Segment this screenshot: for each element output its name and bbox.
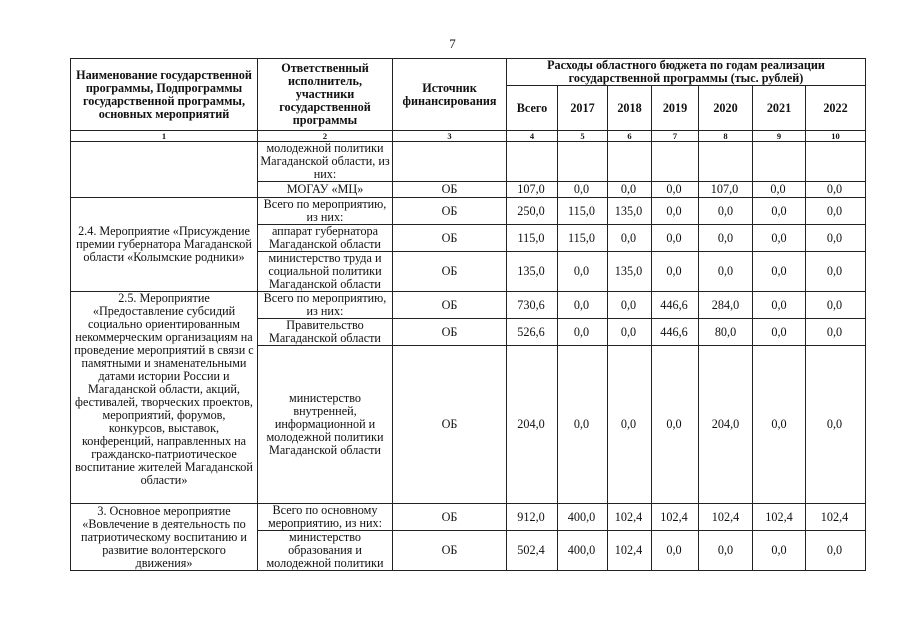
value-cell: 0,0: [558, 182, 608, 198]
value-cell: 0,0: [608, 182, 652, 198]
source-cell: [393, 142, 507, 182]
value-total: 730,6: [507, 292, 558, 319]
value-total: 912,0: [507, 504, 558, 531]
header-total: Всего: [507, 86, 558, 131]
value-cell: [608, 142, 652, 182]
header-year: 2021: [753, 86, 806, 131]
value-cell: 0,0: [753, 198, 806, 225]
value-cell: 0,0: [806, 319, 866, 346]
value-cell: 204,0: [699, 346, 753, 504]
value-cell: 102,4: [806, 504, 866, 531]
value-cell: 0,0: [753, 319, 806, 346]
table-row: [71, 292, 866, 319]
value-total: 115,0: [507, 225, 558, 252]
column-number: 3: [393, 131, 507, 142]
value-cell: 0,0: [608, 319, 652, 346]
header-row: [71, 59, 866, 86]
value-cell: 446,6: [652, 319, 699, 346]
header-executor: Ответственный исполнитель, участники государственной программы: [258, 59, 393, 131]
column-number: 9: [753, 131, 806, 142]
source-cell: ОБ: [393, 182, 507, 198]
header-year: 2019: [652, 86, 699, 131]
value-cell: 80,0: [699, 319, 753, 346]
column-number: 2: [258, 131, 393, 142]
value-total: 250,0: [507, 198, 558, 225]
value-cell: 0,0: [608, 225, 652, 252]
executor-cell: министерство труда и социальной политики Магаданской области: [258, 252, 393, 292]
header-source: Источник финансирования: [393, 59, 507, 131]
value-cell: 102,4: [608, 504, 652, 531]
header-year: 2022: [806, 86, 866, 131]
value-cell: [806, 142, 866, 182]
page-number: 7: [449, 36, 456, 51]
executor-cell: Правительство Магаданской области: [258, 319, 393, 346]
column-number: 1: [71, 131, 258, 142]
value-cell: [507, 142, 558, 182]
executor-cell: Всего по основному мероприятию, из них:: [258, 504, 393, 531]
value-cell: 0,0: [652, 182, 699, 198]
header-year: 2020: [699, 86, 753, 131]
value-cell: 0,0: [753, 346, 806, 504]
source-cell: ОБ: [393, 292, 507, 319]
value-cell: 446,6: [652, 292, 699, 319]
value-cell: 135,0: [608, 252, 652, 292]
value-cell: 0,0: [806, 292, 866, 319]
value-cell: 107,0: [699, 182, 753, 198]
value-cell: 0,0: [806, 346, 866, 504]
value-cell: 400,0: [558, 504, 608, 531]
header-program: Наименование государственной программы, Подпрограммы государственной программы, основных мероприятий: [71, 59, 258, 131]
event-2-5-title: 2.5. Мероприятие «Предоставление субсидий социально ориентированным некоммерческим организациям на проведение мероприятий в связи с памятными и знаменательными датами истории России и Магаданской области, акций, фестивалей, творческих проектов, мероприятий, форумов, конкурсов, выставок, конференций, направленных на гражданско-патриотическое воспитание жителей Магаданской области»: [71, 292, 258, 504]
value-cell: 0,0: [608, 346, 652, 504]
value-cell: [558, 142, 608, 182]
value-cell: 102,4: [652, 504, 699, 531]
source-cell: ОБ: [393, 319, 507, 346]
value-cell: 0,0: [806, 182, 866, 198]
table-row: [71, 142, 866, 182]
value-cell: 0,0: [699, 531, 753, 571]
source-cell: ОБ: [393, 346, 507, 504]
value-total: 204,0: [507, 346, 558, 504]
source-cell: ОБ: [393, 252, 507, 292]
value-cell: 0,0: [806, 225, 866, 252]
value-cell: 0,0: [652, 198, 699, 225]
value-cell: 102,4: [608, 531, 652, 571]
value-cell: [753, 142, 806, 182]
event-cell-empty: [71, 142, 258, 198]
column-number: 5: [558, 131, 608, 142]
executor-cell: министерство образования и молодежной политики: [258, 531, 393, 571]
value-cell: 0,0: [753, 252, 806, 292]
header-year: 2017: [558, 86, 608, 131]
value-cell: 400,0: [558, 531, 608, 571]
value-total: 526,6: [507, 319, 558, 346]
value-cell: 0,0: [652, 225, 699, 252]
value-cell: 0,0: [652, 252, 699, 292]
value-cell: 284,0: [699, 292, 753, 319]
executor-cell: Всего по мероприятию, из них:: [258, 292, 393, 319]
table-row: [71, 504, 866, 531]
value-cell: 0,0: [699, 225, 753, 252]
value-cell: 0,0: [558, 252, 608, 292]
value-cell: [699, 142, 753, 182]
column-number: 7: [652, 131, 699, 142]
value-cell: 0,0: [753, 225, 806, 252]
source-cell: ОБ: [393, 531, 507, 571]
event-2-4-title: 2.4. Мероприятие «Присуждение премии губернатора Магаданской области «Колымские родники»: [71, 198, 258, 292]
event-3-title: 3. Основное мероприятие «Вовлечение в деятельность по патриотическому воспитанию и развитие волонтерского движения»: [71, 504, 258, 571]
value-cell: 135,0: [608, 198, 652, 225]
value-cell: 0,0: [699, 252, 753, 292]
value-total: 135,0: [507, 252, 558, 292]
value-cell: 0,0: [753, 531, 806, 571]
source-cell: ОБ: [393, 225, 507, 252]
value-total: 107,0: [507, 182, 558, 198]
value-cell: 0,0: [699, 198, 753, 225]
value-cell: [652, 142, 699, 182]
source-cell: ОБ: [393, 504, 507, 531]
source-cell: ОБ: [393, 198, 507, 225]
value-cell: 0,0: [558, 319, 608, 346]
table-row: [71, 198, 866, 225]
value-cell: 102,4: [699, 504, 753, 531]
header-year: 2018: [608, 86, 652, 131]
column-number-row: [71, 131, 866, 142]
value-cell: 0,0: [652, 531, 699, 571]
value-cell: 102,4: [753, 504, 806, 531]
column-number: 6: [608, 131, 652, 142]
value-total: 502,4: [507, 531, 558, 571]
value-cell: 0,0: [753, 182, 806, 198]
value-cell: 0,0: [806, 252, 866, 292]
value-cell: 0,0: [558, 292, 608, 319]
value-cell: 115,0: [558, 225, 608, 252]
column-number: 4: [507, 131, 558, 142]
budget-table: [70, 58, 866, 571]
executor-cell: министерство внутренней, информационной и молодежной политики Магаданской области: [258, 346, 393, 504]
value-cell: 0,0: [806, 198, 866, 225]
column-number: 10: [806, 131, 866, 142]
value-cell: 0,0: [608, 292, 652, 319]
value-cell: 115,0: [558, 198, 608, 225]
column-number: 8: [699, 131, 753, 142]
value-cell: 0,0: [753, 292, 806, 319]
header-expenses: Расходы областного бюджета по годам реализации государственной программы (тыс. рублей): [507, 59, 866, 86]
executor-cell: аппарат губернатора Магаданской области: [258, 225, 393, 252]
value-cell: 0,0: [806, 531, 866, 571]
value-cell: 0,0: [652, 346, 699, 504]
executor-cell: Всего по мероприятию, из них:: [258, 198, 393, 225]
executor-cell: молодежной политики Магаданской области, из них:: [258, 142, 393, 182]
executor-cell: МОГАУ «МЦ»: [258, 182, 393, 198]
value-cell: 0,0: [558, 346, 608, 504]
